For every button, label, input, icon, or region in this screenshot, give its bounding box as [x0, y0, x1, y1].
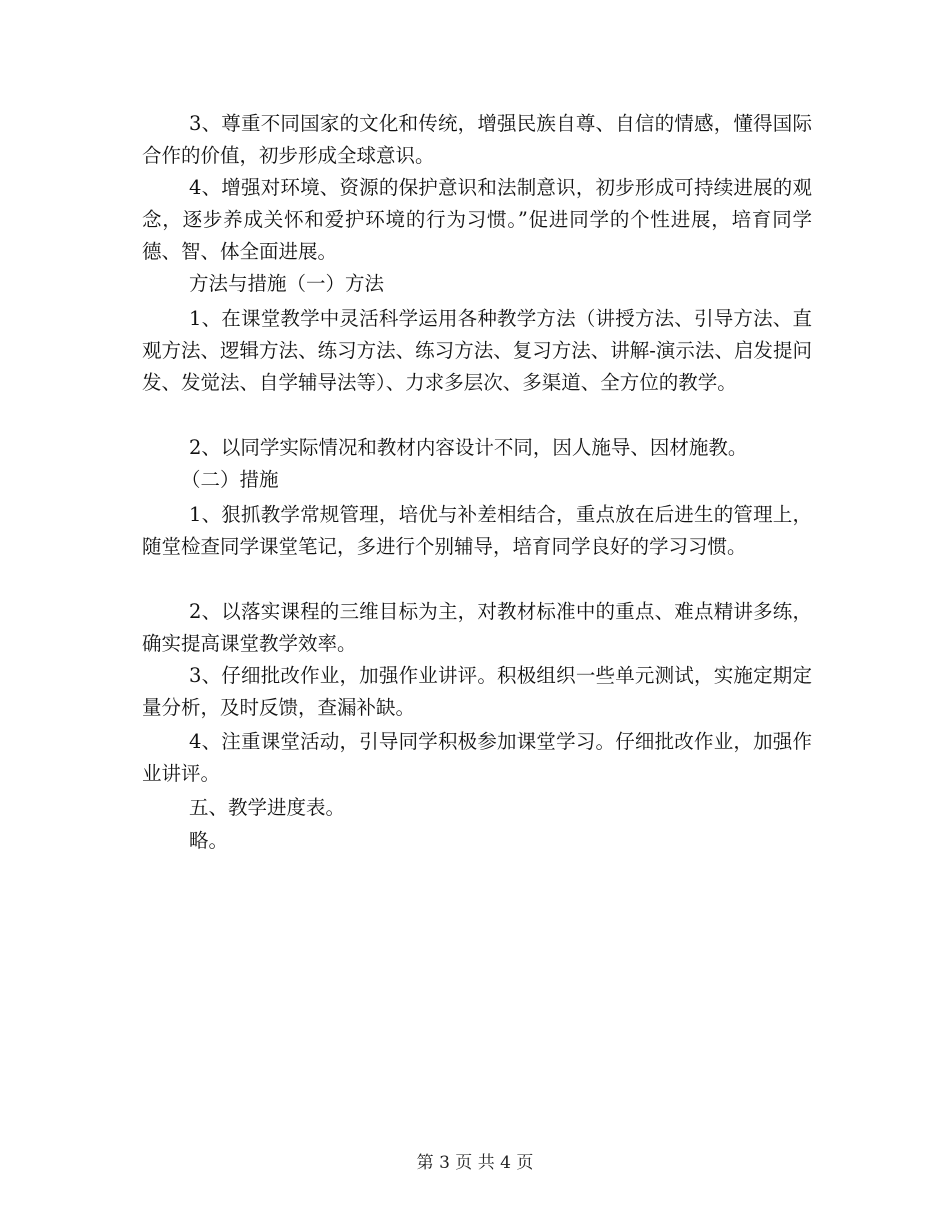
section-heading-methods: 方法与措施（一）方法	[189, 272, 385, 295]
paragraph-measure-2: 2、以落实课程的三维目标为主，对教材标准中的重点、难点精讲多练，确实提高课堂教学效率。	[142, 600, 812, 655]
section-heading-schedule: 五、教学进度表。	[189, 796, 346, 819]
paragraph-method-1: 1、在课堂教学中灵活科学运用各种教学方法（讲授方法、引导方法、直观方法、逻辑方法、练习方法、练习方法、复习方法、讲解-演示法、启发提问发、发觉法、自学辅导法等）、力求多层次、多渠道、全方位的教学。	[142, 307, 812, 394]
paragraph-omitted: 略。	[189, 829, 229, 852]
paragraph-measure-4: 4、注重课堂活动，引导同学积极参加课堂学习。仔细批改作业，加强作业讲评。	[142, 730, 812, 785]
section-heading-measures: （二）措施	[181, 468, 279, 491]
paragraph-measure-3: 3、仔细批改作业，加强作业讲评。积极组织一些单元测试，实施定期定量分析，及时反馈，查漏补缺。	[142, 664, 812, 719]
paragraph-cultural-respect: 3、尊重不同国家的文化和传统，增强民族自尊、自信的情感，懂得国际合作的价值，初步形成全球意识。	[142, 112, 812, 167]
paragraph-environment-awareness: 4、增强对环境、资源的保护意识和法制意识，初步形成可持续进展的观念，逐步养成关怀和爱护环境的行为习惯。”促进同学的个性进展，培育同学德、智、体全面进展。	[142, 176, 812, 263]
paragraph-measure-1: 1、狠抓教学常规管理，培优与补差相结合，重点放在后进生的管理上，随堂检查同学课堂笔记，多进行个别辅导，培育同学良好的学习习惯。	[142, 503, 812, 558]
page-number-footer: 第 3 页 共 4 页	[416, 1153, 534, 1173]
paragraph-method-2: 2、以同学实际情况和教材内容设计不同，因人施导、因材施教。	[189, 436, 748, 459]
